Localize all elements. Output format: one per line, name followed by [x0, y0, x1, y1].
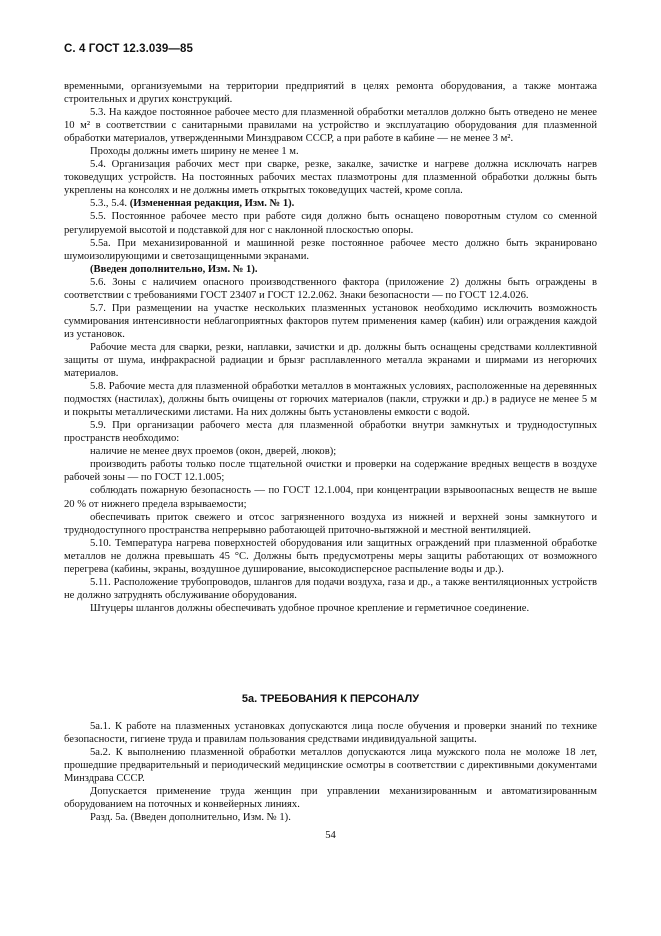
section-title: 5а. ТРЕБОВАНИЯ К ПЕРСОНАЛУ [241, 693, 420, 705]
paragraph: наличие не менее двух проемов (окон, дверей, люков); [90, 446, 337, 458]
section-text [64, 720, 597, 824]
paragraph: 5.11. Расположение трубопроводов, шлангов для подачи воздуха, газа и др., а также вентиляционных устройств не должно затруднять обслуживание оборудования. [64, 576, 597, 601]
paragraph: 5а.1. К работе на плазменных установках допускаются лица после обучения и проверки знаний по технике безопасности, гигиене труда и правилам пользования средствами индивидуальной защиты. [64, 721, 597, 746]
paragraph: Рабочие места для сварки, резки, наплавки, зачистки и др. должны быть оснащены средствами коллективной защиты от шума, инфракрасной радиации и брызг расплавленного металла экранами и ширмами из негорючих материалов. [64, 341, 597, 380]
final-prefix: Разд. 5а. [90, 812, 131, 824]
paragraph: Допускается применение труда женщин при управлении механизированным и автоматизированным оборудованием на поточных и конвейерных линиях. [64, 786, 597, 811]
paragraph: временными, организуемыми на территории предприятий в целях ремонта оборудования, а также монтажа строительных и других конструкций. [64, 81, 597, 106]
amendment-note: (Измененная редакция, Изм. № 1). [129, 198, 295, 210]
paragraph: 5.7. При размещении на участке нескольких плазменных установок необходимо исключить возможность суммирования интенсивности неблагоприятных факторов путем применения камер (кабин) или ограждения каждой из установок. [64, 302, 597, 340]
main-text [64, 80, 597, 615]
paragraph: 5а.2. К выполнению плазменной обработки металлов допускаются лица мужского пола не моложе 18 лет, прошедшие предварительный и периодический медицинские осмотры в соответствии с директивными документами Минздрава СССР. [64, 747, 597, 785]
amendment-line [64, 197, 597, 210]
final-line [64, 811, 597, 824]
paragraph: 5.5. Постоянное рабочее место при работе сидя должно быть оснащено поворотным стулом со сменной регулируемой высотой и подставкой для ног с наклонной плоскостью опоры. [64, 211, 597, 236]
paragraph: обеспечивать приток свежего и отсос загрязненного воздуха из нижней и верхней зоны замкнутого и труднодоступного пространства непрерывно работающей приточно-вытяжной и местной вентиляцией. [64, 511, 597, 536]
paragraph: 5.3. На каждое постоянное рабочее место для плазменной обработки металлов должно быть отведено не менее 10 м² в соответствии с санитарными правилами на устройство и эксплуатацию оборудования для плазменной обработки материалов, утвержденными Минздравом СССР, а при работе в кабине — не менее 3 м². [64, 107, 597, 145]
paragraph: 5.9. При организации рабочего места для плазменной обработки внутри замкнутых и труднодоступных пространств необходимо: [64, 420, 597, 445]
paragraph: 5.6. Зоны с наличием опасного производственного фактора (приложение 2) должны быть ограждены в соответствии с требованиями ГОСТ 23407 и ГОСТ 12.2.062. Знаки безопасности — по ГОСТ 12.4.026. [64, 276, 597, 301]
paragraph: 5.8. Рабочие места для плазменной обработки металлов в монтажных условиях, расположенные на деревянных подмостях (настилах), должны быть очищены от горючих материалов (пакли, стружки и др.) в радиусе не менее 5 м и покрыты металлическими листами. На них должны быть установлены емкости с водой. [64, 381, 597, 419]
paragraph: 5.4. Организация рабочих мест при сварке, резке, закалке, зачистке и нагреве должна исключать нагрев токоведущих устройств. На постоянных рабочих местах плазмотроны для плазменной обработки должны быть укреплены на консолях и не должны иметь открытых токоведущих частей, кроме сопла. [64, 159, 597, 197]
page-number: 54 [325, 830, 336, 841]
paragraph: Штуцеры шлангов должны обеспечивать удобное прочное крепление и герметичное соединение. [90, 602, 530, 614]
paragraph: Проходы должны иметь ширину не менее 1 м. [90, 146, 299, 158]
addition-note: (Введен дополнительно, Изм. № 1). [90, 263, 258, 275]
paragraph: 5.10. Температура нагрева поверхностей оборудования или защитных ограждений при плазменной обработке металлов не должна превышать 45 °С. Должны быть предусмотрены меры защиты работающих от возможного перегрева (кабины, экраны, воздушное душирование, высокодисперсное распыление воды и др.). [64, 537, 597, 575]
page-header: С. 4 ГОСТ 12.3.039—85 [64, 43, 193, 55]
paragraph: соблюдать пожарную безопасность — по ГОСТ 12.1.004, при концентрации взрывоопасных веществ не выше 20 % от нижнего предела взрываемости; [64, 485, 597, 510]
amendment-prefix: 5.3., 5.4. [90, 198, 130, 210]
paragraph: производить работы только после тщательной очистки и проверки на содержание вредных веществ в воздухе рабочей зоны — по ГОСТ 12.1.005; [64, 459, 597, 484]
paragraph: 5.5а. При механизированной и машинной резке постоянное рабочее место должно быть экранировано шумоизолирующими и светозащищенными экранами. [64, 237, 597, 262]
final-note: (Введен дополнительно, Изм. № 1). [130, 812, 291, 824]
